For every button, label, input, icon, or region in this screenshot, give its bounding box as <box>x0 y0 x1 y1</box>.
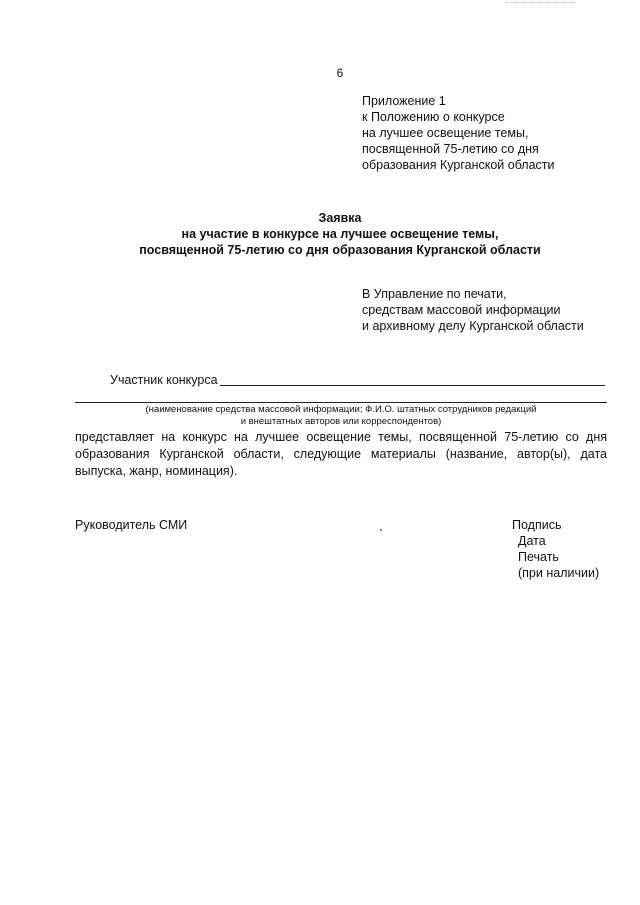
hint-line-2: и внештатных авторов или корреспондентов) <box>240 416 442 427</box>
recipient-block <box>362 286 584 334</box>
document-title <box>80 210 600 258</box>
appendix-note <box>362 93 555 173</box>
stamp-line: Печать <box>518 550 559 564</box>
page-number: 6 <box>336 66 344 80</box>
hint-line-1: (наименование средства массовой информации; Ф.И.О. штатных сотрудников редакций <box>145 404 537 415</box>
title-line-2: посвященной 75-летию со дня образования Курганской области <box>139 243 541 257</box>
recipient-line: и архивному делу Курганской области <box>362 319 584 333</box>
appendix-line: посвященной 75-летию со дня <box>362 142 539 156</box>
appendix-line: на лучшее освещение темы, <box>362 126 529 140</box>
body-paragraph: представляет на конкурс на лучшее освещение темы, посвященной 75-летию со дня образования Курганской области, следующие материалы (название, автор(ы), дата выпуска, жанр, номинация). <box>75 430 607 478</box>
scan-dot <box>380 529 382 531</box>
appendix-line: к Положению о конкурсе <box>362 110 505 124</box>
participant-input-line[interactable] <box>220 385 605 386</box>
signature-block <box>512 517 599 581</box>
date-line: Дата <box>518 534 546 548</box>
stamp-note: (при наличии) <box>518 566 600 580</box>
appendix-line: образования Курганской области <box>362 158 555 172</box>
recipient-line: средствам массовой информации <box>362 303 561 317</box>
recipient-line: В Управление по печати, <box>362 287 507 301</box>
appendix-line: Приложение 1 <box>362 94 446 108</box>
signature-line: Подпись <box>512 518 562 532</box>
title-heading: Заявка <box>318 211 362 225</box>
head-of-media-label: Руководитель СМИ <box>75 518 188 532</box>
participant-continuation-line[interactable] <box>75 402 607 403</box>
title-line-1: на участие в конкурсе на лучшее освещение темы, <box>181 227 499 241</box>
participant-label: Участник конкурса <box>110 373 218 387</box>
scan-artifact <box>505 2 575 3</box>
field-hint <box>75 404 607 428</box>
